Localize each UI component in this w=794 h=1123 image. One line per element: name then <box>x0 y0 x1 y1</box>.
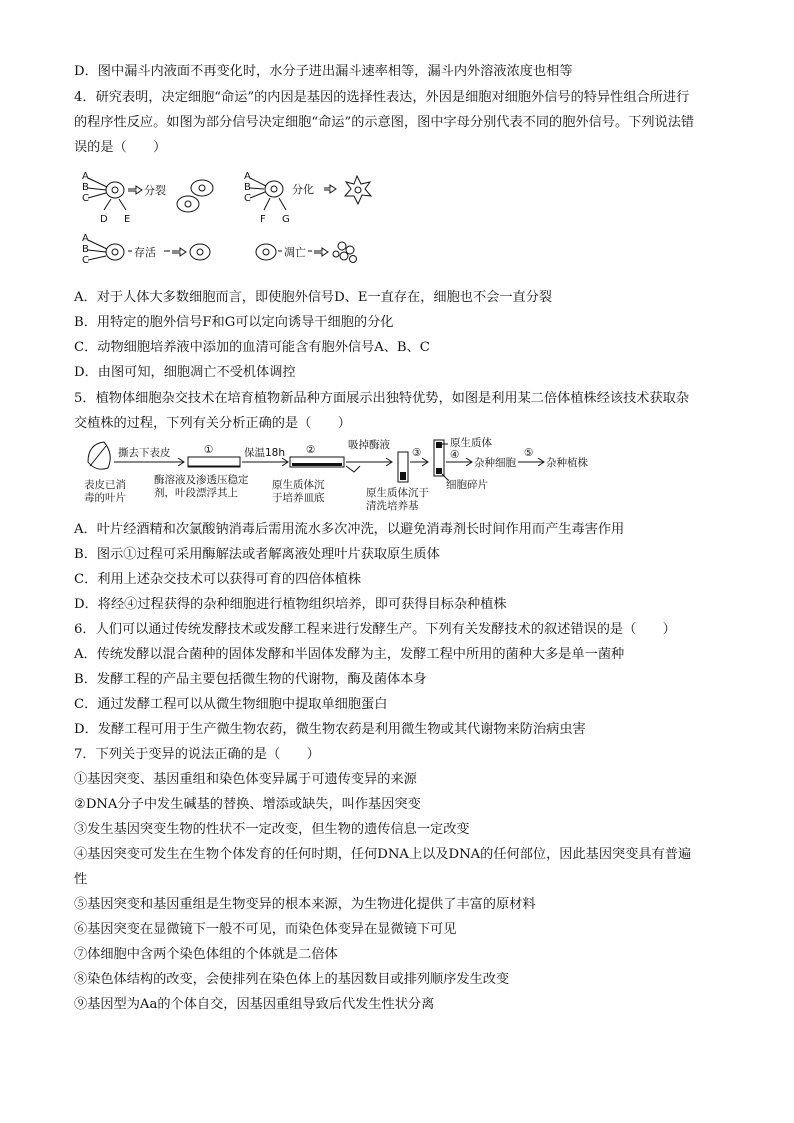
arrow-e <box>119 199 126 210</box>
q4-stem-line-3: 误的是（ ） <box>74 140 167 155</box>
tube-2-debris-layer <box>436 468 442 474</box>
arrow-c-1 <box>88 193 106 198</box>
label-hybrid-plant: 杂种植株 <box>546 457 588 469</box>
label-g: G <box>282 214 290 225</box>
q7-statement-3: ③发生基因突变生物的性状不一定改变，但生物的遗传信息一定改变 <box>74 822 470 837</box>
arrow-survive <box>172 248 186 256</box>
q4-option-c: C．动物细胞培养液中添加的血清可能含有胞外信号A、B、C <box>74 340 430 355</box>
q6-option-b: B．发酵工程的产品主要包括微生物的代谢物，酶及菌体本身 <box>74 672 427 687</box>
daughter-nucleus-2 <box>185 201 191 207</box>
q6-option-c: C．通过发酵工程可以从微生物细胞中提取单细胞蛋白 <box>74 697 388 712</box>
arrow-d <box>104 199 111 210</box>
label-c-3: C <box>82 255 89 266</box>
surviving-cell <box>190 244 210 260</box>
differentiated-cell <box>345 176 371 204</box>
arrow-f <box>264 198 270 210</box>
q4-option-b: B．用特定的胞外信号F和G可以定向诱导干细胞的分化 <box>74 315 394 330</box>
arrow-step5 <box>518 458 544 466</box>
q6-stem: 6．人们可以通过传统发酵技术或发酵工程来进行发酵生产。下列有关发酵技术的叙述错误的是（ ） <box>74 622 676 637</box>
label-b-3: B <box>82 244 89 255</box>
nucleus-2 <box>271 186 277 192</box>
q4-option-a: A．对于人体大多数细胞而言，即使胞外信号D、E一直存在，细胞也不会一直分裂 <box>74 290 553 305</box>
label-a-3: A <box>82 233 89 244</box>
q5-option-b: B．图示①过程可采用酶解法或者解离液处理叶片获取原生质体 <box>74 547 440 562</box>
arrow-c-2 <box>250 192 265 198</box>
arrow-c-3 <box>88 256 106 260</box>
label-leaf-2: 毒的叶片 <box>84 492 126 504</box>
daughter-cell-1 <box>191 180 213 196</box>
daughter-nucleus-1 <box>199 185 205 191</box>
q7-statement-1: ①基因突变、基因重组和染色体变异属于可遗传变异的来源 <box>74 772 417 787</box>
q6-option-d: D．发酵工程可用于生产微生物农药，微生物农药是利用微生物或其代谢物来防治病虫害 <box>74 722 586 737</box>
label-peel: 撕去下表皮 <box>118 447 171 459</box>
label-c-1: C <box>82 193 89 204</box>
label-sediment-2: 于培养皿底 <box>272 492 325 504</box>
arrow-differentiate <box>324 185 336 193</box>
q7-statement-4-line-2: 性 <box>74 872 88 887</box>
q5-option-c: C．利用上述杂交技术可以获得可育的四倍体植株 <box>74 572 362 587</box>
label-sediment-1: 原生质体沉 <box>272 479 325 491</box>
q6-option-a: A．传统发酵以混合菌种的固体发酵和半固体发酵为主，发酵工程中所用的菌种大多是单一菌种 <box>74 647 625 662</box>
tube-2-protoplast-layer <box>436 442 442 448</box>
q3-option-d: D．图中漏斗内液面不再变化时，水分子进出漏斗速率相等，漏斗内外溶液浓度也相等 <box>74 64 573 79</box>
q7-statement-9: ⑨基因型为Aa的个体自交，因基因重组导致后代发生性状分离 <box>74 997 435 1012</box>
q5-stem-line-1: 5．植物体细胞杂交技术在培育植物新品种方面展示出独特优势，如图是利用某二倍体植株经该技术获取杂 <box>74 391 690 406</box>
label-apoptosis: 凋亡 <box>284 246 306 259</box>
arrow-apoptosis <box>314 248 328 256</box>
label-hybrid-cell: 杂种细胞 <box>474 457 516 469</box>
nucleus-3 <box>112 249 118 255</box>
arrow-a-2 <box>250 178 266 186</box>
label-step1: ① <box>204 444 214 456</box>
arrow-step3 <box>410 458 428 466</box>
label-wash-2: 清洗培养基 <box>366 500 419 512</box>
nucleus-1 <box>112 187 118 193</box>
arrow-g <box>279 198 286 210</box>
q5-stem-line-2: 交植株的过程，下列有关分析正确的是（ ） <box>74 416 351 431</box>
arrow-peel <box>114 458 184 466</box>
label-a-2: A <box>244 171 251 182</box>
cell-3 <box>106 244 124 260</box>
q7-stem: 7．下列关于变异的说法正确的是（ ） <box>74 747 320 762</box>
arrow-b-2 <box>250 188 264 189</box>
label-a-1: A <box>82 171 89 182</box>
label-divide: 分裂 <box>144 184 166 197</box>
q7-statement-6: ⑥基因突变在显微镜下一般不可见，而染色体变异在显微镜下可见 <box>74 922 457 937</box>
label-d: D <box>100 214 108 225</box>
label-debris: 细胞碎片 <box>446 479 488 491</box>
apoptotic-body-3 <box>340 252 348 260</box>
q5-option-a: A．叶片经酒精和次氯酸钠消毒后需用流水多次冲洗，以避免消毒剂长时间作用而产生毒害作用 <box>74 522 625 537</box>
arrow-divide <box>128 186 142 194</box>
q4-stem-line-1: 4．研究表明，决定细胞“命运”的内因是基因的选择性表达，外因是细胞对细胞外信号的特异性组合所进行 <box>74 90 690 105</box>
label-incubate: 保温18h <box>244 447 286 459</box>
q7-statement-5: ⑤基因突变和基因重组是生物变异的根本来源，为生物进化提供了丰富的原材料 <box>74 897 536 912</box>
differentiated-nucleus <box>355 187 361 193</box>
label-step4: ④ <box>450 449 460 461</box>
label-step3: ③ <box>412 447 422 459</box>
q4-option-d: D．由图可知，细胞凋亡不受机体调控 <box>74 365 296 380</box>
q5-option-d: D．将经④过程获得的杂种细胞进行植物组织培养，即可获得目标杂种植株 <box>74 597 507 612</box>
label-remove-enzyme: 吸掉酶液 <box>348 439 390 451</box>
label-step5: ⑤ <box>524 447 534 459</box>
apoptotic-body-4 <box>350 256 357 263</box>
arrow-b-1 <box>88 188 106 190</box>
label-leaf-1: 表皮已消 <box>84 479 126 491</box>
dish-2-sediment <box>292 463 342 466</box>
pipette-tip <box>346 466 360 472</box>
arrow-a-1 <box>88 178 107 187</box>
cell-2 <box>265 181 283 197</box>
cell-1 <box>106 182 124 198</box>
q4-stem-line-2: 的程序性反应。如图为部分信号决定细胞“命运”的示意图，图中字母分别代表不同的胞外信号。下列说法错 <box>74 115 695 130</box>
q4-cell-fate-figure <box>74 164 404 282</box>
arrow-a-3 <box>88 240 107 249</box>
surviving-nucleus <box>197 249 203 255</box>
label-protoplast: 原生质体 <box>450 437 492 449</box>
label-wash-1: 原生质体沉于 <box>366 487 429 499</box>
q7-statement-4-line-1: ④基因突变可发生在生物个体发育的任何时期，任何DNA上以及DNA的任何部位，因此基因突变具有普遍 <box>74 847 692 862</box>
label-c-2: C <box>244 193 251 204</box>
arrow-b-3 <box>88 250 106 252</box>
label-b-1: B <box>82 182 89 193</box>
apoptotic-body-2 <box>346 246 354 254</box>
label-enzyme-1: 酶溶液及渗透压稳定 <box>154 474 249 486</box>
q7-statement-8: ⑧染色体结构的改变，会使排列在染色体上的基因数目或排列顺序发生改变 <box>74 972 510 987</box>
nucleus-4 <box>263 249 269 255</box>
apoptotic-body-1 <box>338 242 346 250</box>
q5-hybridization-figure <box>84 436 644 512</box>
apoptotic-body-5 <box>333 251 339 257</box>
label-differentiate: 分化 <box>292 183 314 196</box>
q7-statement-2: ②DNA分子中发生碱基的替换、增添或缺失，叫作基因突变 <box>74 797 421 812</box>
label-survive: 存活 <box>134 246 156 259</box>
leaf-vein <box>90 446 106 466</box>
cell-4 <box>256 244 276 260</box>
label-enzyme-2: 剂，叶段漂浮其上 <box>154 487 238 499</box>
arrow-incubate <box>242 458 288 466</box>
q7-statement-7: ⑦体细胞中含两个染色体组的个体就是二倍体 <box>74 947 338 962</box>
label-b-2: B <box>244 182 251 193</box>
label-step2: ② <box>306 444 316 456</box>
label-e: E <box>124 214 131 225</box>
daughter-cell-2 <box>177 196 199 212</box>
tube-1-sediment <box>400 472 406 480</box>
label-f: F <box>260 214 266 225</box>
arrow-remove <box>346 458 392 466</box>
